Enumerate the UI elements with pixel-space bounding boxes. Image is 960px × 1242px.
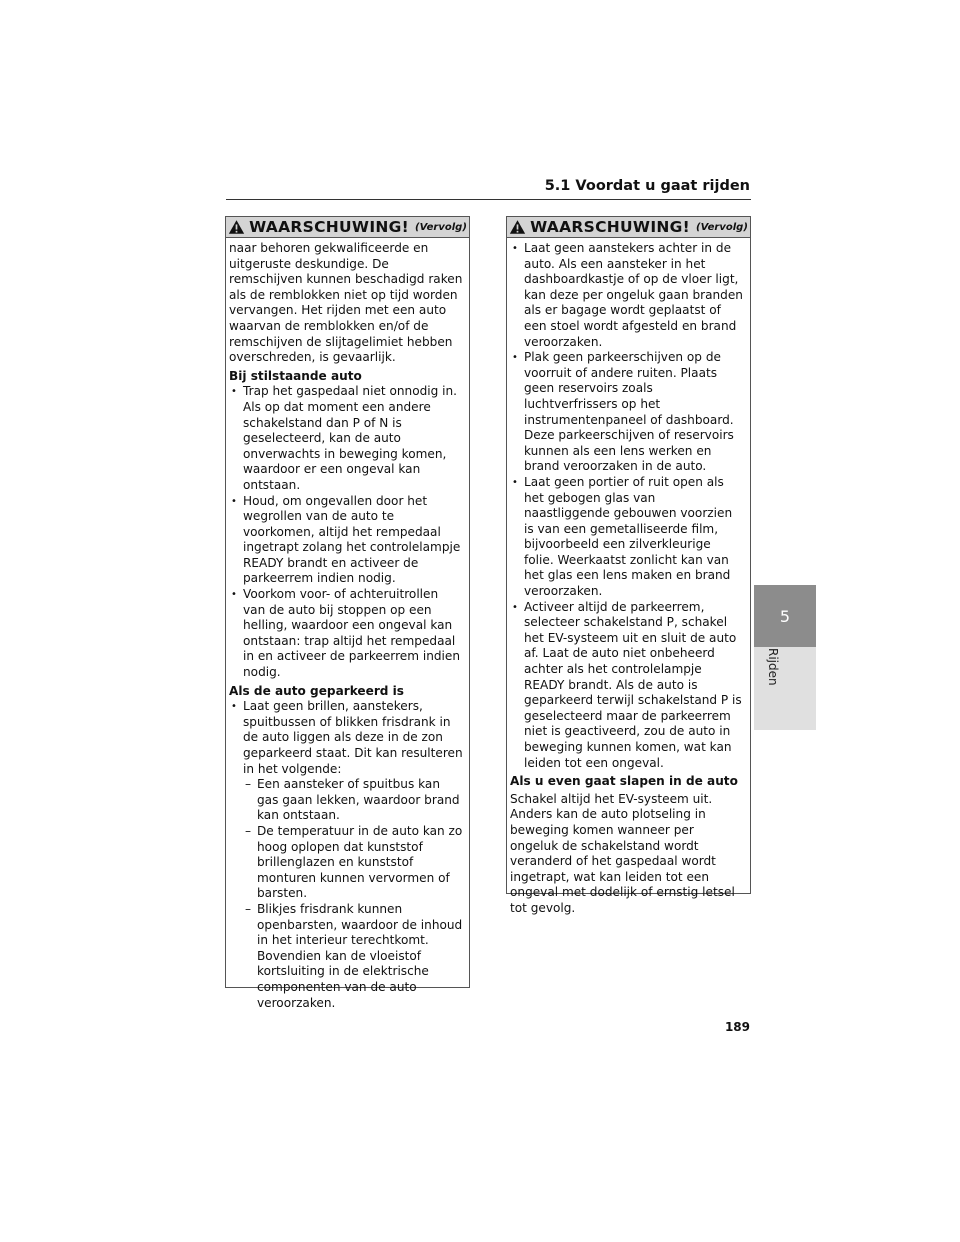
subheading-sleeping: Als u even gaat slapen in de auto (510, 774, 738, 789)
list-item (229, 699, 463, 1011)
chapter-number: 5 (779, 606, 791, 626)
sub-list-item: – De temperatuur in de auto kan zo hoog oplopen dat kunststof brillenglazen en kunststof monturen kunnen vervormen of barsten. (243, 824, 463, 902)
warning-body (507, 238, 750, 925)
page-number: 189 (724, 1020, 750, 1034)
list-item: • Laat geen portier of ruit open als het gebogen glas van naastliggende gebouwen voorzien is van een gemetalliseerde film, bijvoorbeeld een zilverkleurige folie. Weerkaatst zonlicht kan van het glas een lens maken en brand veroorzaken. (510, 475, 744, 600)
warning-icon (509, 219, 526, 235)
closing-paragraph: Schakel altijd het EV-systeem uit. Anders kan de auto plotseling in beweging komen wanneer per ongeluk de schakelstand wordt veranderd of het gaspedaal wordt ingetrapt, wat kan leiden tot een ongeval met dodelijk of ernstig letsel tot gevolg. (510, 791, 735, 915)
warning-title: WAARSCHUWING! (249, 218, 410, 236)
sub-list (243, 777, 463, 1011)
section-header: 5.1 Voordat u gaat rijden (544, 178, 750, 194)
warning-box-left (225, 216, 470, 1010)
subheading-parked: Als de auto geparkeerd is (229, 683, 404, 698)
warning-box-right (506, 216, 751, 915)
sub-list-item: – Een aansteker of spuitbus kan gas gaan lekken, waardoor brand kan ontstaan. (243, 777, 463, 824)
subheading-stationary: Bij stilstaande auto (229, 368, 362, 383)
warning-continued: (Vervolg) (415, 221, 467, 233)
list-item: • Plak geen parkeerschijven op de voorruit of andere ruiten. Plaats geen reservoirs zoals luchtverfrissers op het instrumentenpaneel of dashboard. Deze parkeerschijven of reservoirs kunnen als een lens werken en brand veroorzaken in de auto. (510, 350, 744, 475)
chapter-tab-strip (754, 647, 816, 730)
list-item-text: Laat geen brillen, aanstekers, spuitbussen of blikken frisdrank in de auto liggen als deze in de zon geparkeerd staat. Dit kan resulteren in het volgende: (243, 699, 463, 776)
warning-body (226, 238, 469, 1019)
bullet-list (229, 699, 463, 1011)
list-item: • Activeer altijd de parkeerrem, selecteer schakelstand P, schakel het EV-systeem uit en sluit de auto af. Laat de auto niet onbeheerd achter als het controlelampje READY brandt. Als de auto is geparkeerd terwijl schakelstand P is geselecteerd maar de parkeerrem niet is geactiveerd, zou de auto in beweging kunnen komen, wat kan leiden tot een ongeval. (510, 600, 744, 772)
chapter-tab[interactable] (754, 585, 816, 647)
warning-header (226, 217, 469, 238)
warning-continued: (Vervolg) (696, 221, 748, 233)
header-rule (226, 199, 751, 200)
warning-icon (228, 219, 245, 235)
chapter-label: Rijden (766, 648, 780, 686)
bullet-list (229, 384, 463, 680)
list-item: • Laat geen aanstekers achter in de auto. Als een aansteker in het dashboardkastje of op de vloer ligt, kan deze per ongeluk gaan branden als er bagage wordt geplaatst of een stoel wordt afgesteld en brand veroorzaken. (510, 241, 744, 350)
warning-title: WAARSCHUWING! (530, 218, 691, 236)
list-item: • Houd, om ongevallen door het wegrollen van de auto te voorkomen, altijd het rempedaal ingetrapt zolang het controlelampje READY brandt en activeer de parkeerrem indien nodig. (229, 494, 463, 588)
intro-paragraph: naar behoren gekwalificeerde en uitgeruste deskundige. De remschijven kunnen beschadigd raken als de remblokken niet op tijd worden vervangen. Het rijden met een auto waarvan de remblokken en/of de remschijven de slijtagelimiet hebben overschreden, is gevaarlijk. (229, 241, 463, 365)
warning-header (507, 217, 750, 238)
bullet-list (510, 241, 744, 771)
sub-list-item: – Blikjes frisdrank kunnen openbarsten, waardoor de inhoud in het interieur terechtkomt. Bovendien kan de vloeistof kortsluiting in de elektrische componenten van de auto veroorzaken. (243, 902, 463, 1011)
list-item: • Voorkom voor- of achteruitrollen van de auto bij stoppen op een helling, waardoor een ongeval kan ontstaan: trap altijd het rempedaal in en activeer de parkeerrem indien nodig. (229, 587, 463, 681)
list-item: • Trap het gaspedaal niet onnodig in. Als op dat moment een andere schakelstand dan P of N is geselecteerd, kan de auto onverwachts in beweging komen, waardoor er een ongeval kan ontstaan. (229, 384, 463, 493)
